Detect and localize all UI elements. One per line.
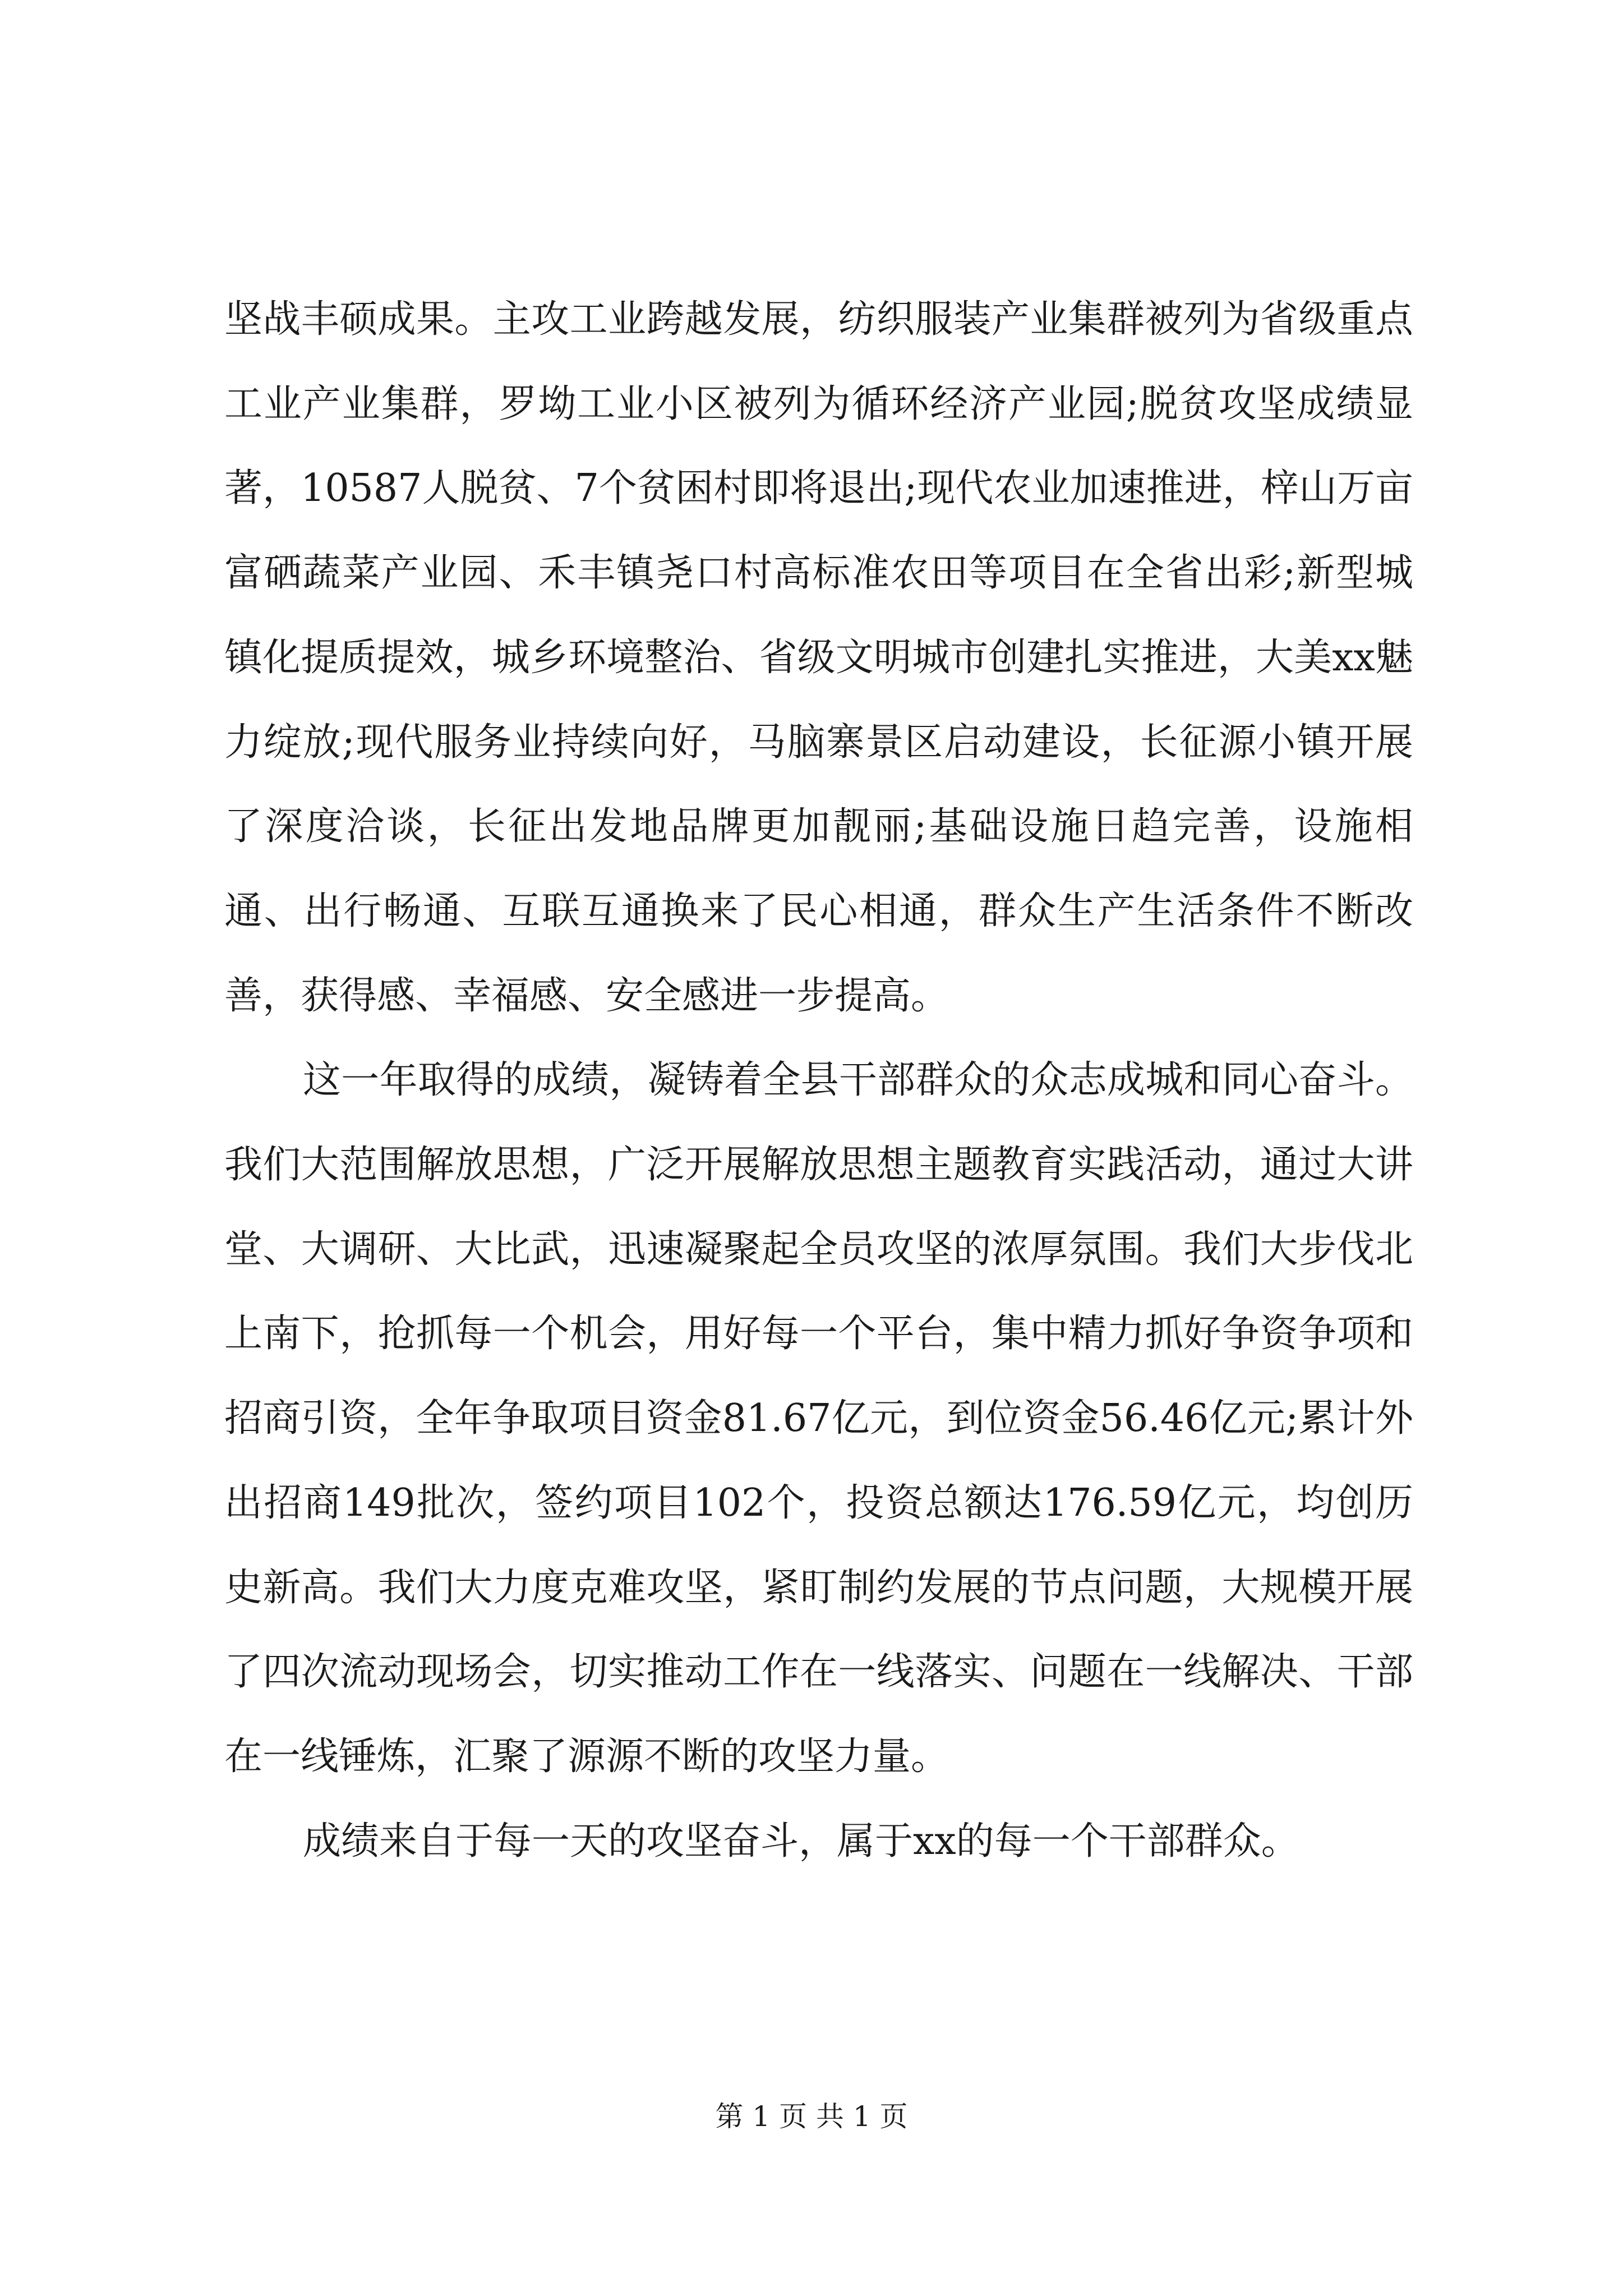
page-footer: 第 1 页 共 1 页 [715,2100,908,2133]
paragraph-3: 成绩来自于每一天的攻坚奋斗，属于xx的每一个干部群众。 [303,1819,1299,1864]
document-body [224,278,1413,1884]
paragraph-1: 坚战丰硕成果。主攻工业跨越发展，纺织服装产业集群被列为省级重点工业产业集群，罗坳工业小区被列为循环经济产业园;脱贫攻坚成绩显著，10587人脱贫、7个贫困村即将退出;现代农业加速推进，梓山万亩富硒蔬菜产业园、禾丰镇尧口村高标准农田等项目在全省出彩;新型城镇化提质提效，城乡环境整治、省级文明城市创建扎实推进，大美xx魅力绽放;现代服务业持续向好，马脑寨景区启动建设，长征源小镇开展了深度洽谈，长征出发地品牌更加靓丽;基础设施日趋完善，设施相通、出行畅通、互联互通换来了民心相通，群众生产生活条件不断改善，获得感、幸福感、安全感进一步提高。 [224,297,1413,1018]
paragraph-2: 这一年取得的成绩，凝铸着全县干部群众的众志成城和同心奋斗。我们大范围解放思想，广泛开展解放思想主题教育实践活动，通过大讲堂、大调研、大比武，迅速凝聚起全员攻坚的浓厚氛围。我们大步伐北上南下，抢抓每一个机会，用好每一个平台，集中精力抓好争资争项和招商引资，全年争取项目资金81.67亿元，到位资金56.46亿元;累计外出招商149批次，签约项目102个，投资总额达176.59亿元，均创历史新高。我们大力度克难攻坚，紧盯制约发展的节点问题，大规模开展了四次流动现场会，切实推动工作在一线落实、问题在一线解决、干部在一线锤炼，汇聚了源源不断的攻坚力量。 [224,1058,1413,1779]
